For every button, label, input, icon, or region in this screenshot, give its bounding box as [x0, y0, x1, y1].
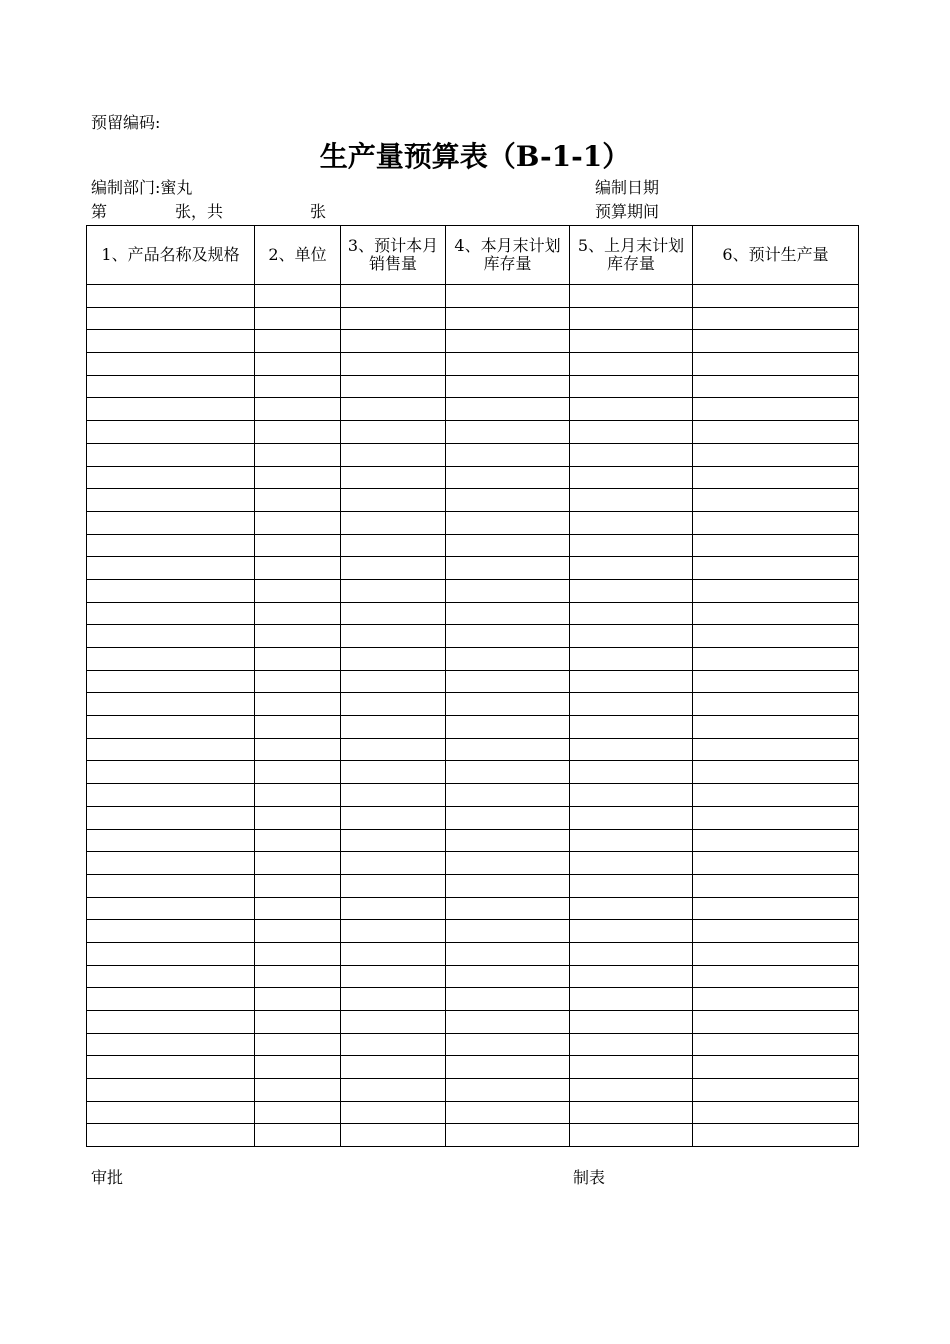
table-cell[interactable]	[446, 738, 570, 761]
table-row	[87, 375, 859, 398]
table-cell[interactable]	[255, 897, 341, 920]
table-cell[interactable]	[87, 920, 255, 943]
table-cell[interactable]	[570, 693, 693, 716]
table-cell[interactable]	[570, 330, 693, 353]
table-cell[interactable]	[693, 443, 859, 466]
table-cell[interactable]	[570, 1079, 693, 1102]
table-cell[interactable]	[255, 874, 341, 897]
table-row	[87, 466, 859, 489]
table-cell[interactable]	[446, 307, 570, 330]
table-cell[interactable]	[446, 330, 570, 353]
table-cell[interactable]	[341, 738, 446, 761]
table-cell[interactable]	[341, 897, 446, 920]
table-cell[interactable]	[446, 670, 570, 693]
table-cell[interactable]	[255, 375, 341, 398]
table-cell[interactable]	[446, 920, 570, 943]
table-cell[interactable]	[446, 1056, 570, 1079]
table-cell[interactable]	[570, 307, 693, 330]
table-cell[interactable]	[570, 375, 693, 398]
table-cell[interactable]	[570, 421, 693, 444]
table-cell[interactable]	[693, 330, 859, 353]
table-cell[interactable]	[341, 443, 446, 466]
table-cell[interactable]	[341, 648, 446, 671]
table-cell[interactable]	[570, 897, 693, 920]
table-row	[87, 443, 859, 466]
table-cell[interactable]	[87, 285, 255, 308]
table-row	[87, 625, 859, 648]
table-row	[87, 897, 859, 920]
table-cell[interactable]	[446, 353, 570, 376]
table-cell[interactable]	[255, 1101, 341, 1124]
table-row	[87, 874, 859, 897]
table-cell[interactable]	[341, 307, 446, 330]
table-cell[interactable]	[693, 806, 859, 829]
table-cell[interactable]	[341, 852, 446, 875]
table-row	[87, 716, 859, 739]
table-cell[interactable]	[570, 829, 693, 852]
table-cell[interactable]	[693, 965, 859, 988]
table-cell[interactable]	[446, 988, 570, 1011]
table-cell[interactable]	[446, 1011, 570, 1034]
table-cell[interactable]	[570, 625, 693, 648]
table-cell[interactable]	[87, 534, 255, 557]
table-cell[interactable]	[341, 534, 446, 557]
table-cell[interactable]	[570, 579, 693, 602]
table-cell[interactable]	[87, 1101, 255, 1124]
table-cell[interactable]	[87, 511, 255, 534]
table-cell[interactable]	[570, 466, 693, 489]
table-cell[interactable]	[341, 1011, 446, 1034]
table-row	[87, 353, 859, 376]
table-cell[interactable]	[87, 1033, 255, 1056]
table-row	[87, 489, 859, 512]
table-cell[interactable]	[87, 897, 255, 920]
table-cell[interactable]	[570, 852, 693, 875]
table-cell[interactable]	[341, 988, 446, 1011]
table-cell[interactable]	[693, 738, 859, 761]
table-cell[interactable]	[255, 670, 341, 693]
table-cell[interactable]	[693, 557, 859, 580]
table-cell[interactable]	[570, 1124, 693, 1147]
table-cell[interactable]	[341, 670, 446, 693]
table-cell[interactable]	[255, 398, 341, 421]
table-cell[interactable]	[255, 489, 341, 512]
table-cell[interactable]	[341, 353, 446, 376]
table-cell[interactable]	[255, 1011, 341, 1034]
table-cell[interactable]	[255, 602, 341, 625]
table-cell[interactable]	[341, 1033, 446, 1056]
table-cell[interactable]	[570, 511, 693, 534]
table-row	[87, 398, 859, 421]
table-cell[interactable]	[570, 534, 693, 557]
table-cell[interactable]	[570, 806, 693, 829]
table-row	[87, 852, 859, 875]
sheet-number-mid: 张，共	[175, 202, 224, 221]
table-row	[87, 307, 859, 330]
table-cell[interactable]	[446, 1079, 570, 1102]
table-row	[87, 648, 859, 671]
table-cell[interactable]	[255, 761, 341, 784]
table-cell[interactable]	[255, 942, 341, 965]
table-cell[interactable]	[87, 942, 255, 965]
table-cell[interactable]	[446, 1124, 570, 1147]
table-cell[interactable]	[341, 1101, 446, 1124]
table-cell[interactable]	[255, 852, 341, 875]
table-cell[interactable]	[87, 466, 255, 489]
table-cell[interactable]	[255, 1079, 341, 1102]
table-cell[interactable]	[87, 443, 255, 466]
table-cell[interactable]	[693, 1124, 859, 1147]
table-cell[interactable]	[341, 784, 446, 807]
table-cell[interactable]	[446, 421, 570, 444]
table-cell[interactable]	[255, 421, 341, 444]
table-cell[interactable]	[341, 330, 446, 353]
table-cell[interactable]	[87, 988, 255, 1011]
table-cell[interactable]	[693, 375, 859, 398]
table-cell[interactable]	[255, 1033, 341, 1056]
table-cell[interactable]	[570, 738, 693, 761]
reserved-code-label: 预留编码:	[91, 113, 161, 132]
sheet-number-prefix: 第	[91, 202, 108, 221]
table-cell[interactable]	[87, 1011, 255, 1034]
table-cell[interactable]	[446, 852, 570, 875]
table-cell[interactable]	[570, 1011, 693, 1034]
budget-table	[86, 225, 859, 1147]
table-cell[interactable]	[570, 443, 693, 466]
table-cell[interactable]	[255, 965, 341, 988]
table-cell[interactable]	[570, 965, 693, 988]
prepare-label: 制表	[573, 1168, 606, 1187]
table-cell[interactable]	[255, 1124, 341, 1147]
table-cell[interactable]	[255, 557, 341, 580]
table-cell[interactable]	[87, 784, 255, 807]
table-cell[interactable]	[87, 1124, 255, 1147]
budget-period-label: 预算期间	[595, 202, 660, 221]
table-cell[interactable]	[693, 897, 859, 920]
table-row	[87, 285, 859, 308]
table-cell[interactable]	[693, 625, 859, 648]
table-cell[interactable]	[87, 557, 255, 580]
table-row	[87, 330, 859, 353]
table-cell[interactable]	[341, 806, 446, 829]
table-row	[87, 670, 859, 693]
table-cell[interactable]	[693, 398, 859, 421]
table-cell[interactable]	[87, 806, 255, 829]
department-label: 编制部门:蜜丸	[91, 178, 193, 197]
table-cell[interactable]	[341, 693, 446, 716]
table-cell[interactable]	[446, 466, 570, 489]
table-cell[interactable]	[693, 1011, 859, 1034]
table-cell[interactable]	[255, 738, 341, 761]
table-cell[interactable]	[341, 421, 446, 444]
table-cell[interactable]	[255, 806, 341, 829]
table-cell[interactable]	[446, 716, 570, 739]
table-cell[interactable]	[341, 557, 446, 580]
table-cell[interactable]	[570, 988, 693, 1011]
table-cell[interactable]	[446, 285, 570, 308]
table-cell[interactable]	[341, 602, 446, 625]
table-cell[interactable]	[87, 874, 255, 897]
table-cell[interactable]	[693, 920, 859, 943]
table-cell[interactable]	[87, 330, 255, 353]
table-row	[87, 534, 859, 557]
table-cell[interactable]	[693, 1101, 859, 1124]
table-cell[interactable]	[570, 398, 693, 421]
table-cell[interactable]	[446, 897, 570, 920]
table-cell[interactable]	[341, 579, 446, 602]
table-cell[interactable]	[87, 307, 255, 330]
table-cell[interactable]	[255, 330, 341, 353]
table-row	[87, 965, 859, 988]
table-cell[interactable]	[446, 625, 570, 648]
table-cell[interactable]	[446, 693, 570, 716]
table-row	[87, 829, 859, 852]
table-cell[interactable]	[446, 579, 570, 602]
table-cell[interactable]	[446, 965, 570, 988]
table-cell[interactable]	[446, 806, 570, 829]
table-cell[interactable]	[446, 511, 570, 534]
table-cell[interactable]	[87, 1056, 255, 1079]
table-cell[interactable]	[570, 489, 693, 512]
table-cell[interactable]	[341, 874, 446, 897]
table-cell[interactable]	[87, 353, 255, 376]
table-cell[interactable]	[255, 648, 341, 671]
table-cell[interactable]	[255, 285, 341, 308]
table-cell[interactable]	[341, 942, 446, 965]
table-cell[interactable]	[341, 489, 446, 512]
table-cell[interactable]	[570, 1033, 693, 1056]
table-cell[interactable]	[341, 716, 446, 739]
table-cell[interactable]	[255, 534, 341, 557]
table-cell[interactable]	[693, 829, 859, 852]
table-row	[87, 920, 859, 943]
table-cell[interactable]	[570, 1101, 693, 1124]
table-cell[interactable]	[446, 602, 570, 625]
table-cell[interactable]	[341, 625, 446, 648]
table-cell[interactable]	[87, 421, 255, 444]
table-row	[87, 761, 859, 784]
table-cell[interactable]	[693, 1056, 859, 1079]
table-cell[interactable]	[693, 1079, 859, 1102]
column-header-expected-production: 6、预计生产量	[693, 226, 859, 285]
column-header-expected-sales: 3、预计本月销售量	[341, 226, 446, 285]
table-cell[interactable]	[446, 761, 570, 784]
table-cell[interactable]	[255, 307, 341, 330]
table-cell[interactable]	[446, 443, 570, 466]
table-cell[interactable]	[87, 829, 255, 852]
table-cell[interactable]	[87, 761, 255, 784]
table-cell[interactable]	[570, 602, 693, 625]
table-cell[interactable]	[87, 1079, 255, 1102]
table-cell[interactable]	[87, 398, 255, 421]
table-cell[interactable]	[446, 1033, 570, 1056]
table-cell[interactable]	[255, 443, 341, 466]
table-row	[87, 1056, 859, 1079]
page-title: 生产量预算表（B-1-1）	[319, 140, 631, 173]
table-row	[87, 806, 859, 829]
table-cell[interactable]	[87, 625, 255, 648]
table-cell[interactable]	[341, 511, 446, 534]
table-cell[interactable]	[87, 602, 255, 625]
table-cell[interactable]	[693, 285, 859, 308]
table-cell[interactable]	[693, 874, 859, 897]
table-cell[interactable]	[87, 670, 255, 693]
table-cell[interactable]	[693, 602, 859, 625]
table-cell[interactable]	[255, 920, 341, 943]
table-row	[87, 988, 859, 1011]
table-cell[interactable]	[693, 670, 859, 693]
table-cell[interactable]	[87, 648, 255, 671]
table-cell[interactable]	[693, 489, 859, 512]
table-cell[interactable]	[341, 398, 446, 421]
table-cell[interactable]	[446, 942, 570, 965]
table-cell[interactable]	[693, 852, 859, 875]
table-row	[87, 942, 859, 965]
table-cell[interactable]	[693, 988, 859, 1011]
table-cell[interactable]	[341, 1056, 446, 1079]
table-row	[87, 1079, 859, 1102]
table-row	[87, 557, 859, 580]
table-cell[interactable]	[341, 920, 446, 943]
table-cell[interactable]	[341, 1079, 446, 1102]
table-body	[87, 285, 859, 1147]
table-cell[interactable]	[87, 965, 255, 988]
table-cell[interactable]	[87, 489, 255, 512]
table-cell[interactable]	[693, 466, 859, 489]
table-cell[interactable]	[570, 285, 693, 308]
table-cell[interactable]	[570, 1056, 693, 1079]
table-cell[interactable]	[693, 353, 859, 376]
table-cell[interactable]	[87, 852, 255, 875]
table-cell[interactable]	[341, 761, 446, 784]
table-cell[interactable]	[693, 511, 859, 534]
table-cell[interactable]	[693, 1033, 859, 1056]
table-cell[interactable]	[87, 716, 255, 739]
table-cell[interactable]	[446, 489, 570, 512]
table-cell[interactable]	[255, 511, 341, 534]
table-cell[interactable]	[570, 716, 693, 739]
table-cell[interactable]	[446, 557, 570, 580]
table-row	[87, 1033, 859, 1056]
table-cell[interactable]	[255, 829, 341, 852]
column-header-end-inventory: 4、本月末计划库存量	[446, 226, 570, 285]
table-cell[interactable]	[446, 398, 570, 421]
table-row	[87, 602, 859, 625]
table-cell[interactable]	[255, 579, 341, 602]
table-cell[interactable]	[693, 693, 859, 716]
table-cell[interactable]	[87, 738, 255, 761]
table-row	[87, 784, 859, 807]
table-cell[interactable]	[570, 648, 693, 671]
table-row	[87, 1101, 859, 1124]
column-header-prior-inventory: 5、上月末计划库存量	[570, 226, 693, 285]
table-row	[87, 579, 859, 602]
table-row	[87, 1011, 859, 1034]
table-cell[interactable]	[255, 693, 341, 716]
table-cell[interactable]	[693, 716, 859, 739]
table-cell[interactable]	[341, 965, 446, 988]
table-cell[interactable]	[446, 534, 570, 557]
table-cell[interactable]	[570, 784, 693, 807]
table-cell[interactable]	[693, 942, 859, 965]
table-cell[interactable]	[87, 693, 255, 716]
table-cell[interactable]	[446, 648, 570, 671]
table-cell[interactable]	[341, 375, 446, 398]
column-header-product: 1、产品名称及规格	[87, 226, 255, 285]
table-cell[interactable]	[446, 829, 570, 852]
compile-date-label: 编制日期	[595, 178, 660, 197]
table-row	[87, 421, 859, 444]
table-cell[interactable]	[570, 670, 693, 693]
table-cell[interactable]	[693, 761, 859, 784]
approve-label: 审批	[91, 1168, 124, 1187]
table-cell[interactable]	[570, 761, 693, 784]
table-cell[interactable]	[255, 988, 341, 1011]
table-cell[interactable]	[446, 1101, 570, 1124]
table-cell[interactable]	[693, 534, 859, 557]
table-cell[interactable]	[693, 784, 859, 807]
table-cell[interactable]	[570, 942, 693, 965]
table-cell[interactable]	[87, 375, 255, 398]
table-cell[interactable]	[693, 579, 859, 602]
table-cell[interactable]	[570, 353, 693, 376]
table-cell[interactable]	[693, 307, 859, 330]
table-cell[interactable]	[87, 579, 255, 602]
table-cell[interactable]	[341, 466, 446, 489]
table-cell[interactable]	[255, 625, 341, 648]
table-cell[interactable]	[341, 829, 446, 852]
table-cell[interactable]	[341, 1124, 446, 1147]
table-cell[interactable]	[255, 353, 341, 376]
table-cell[interactable]	[255, 1056, 341, 1079]
table-cell[interactable]	[446, 375, 570, 398]
table-cell[interactable]	[255, 716, 341, 739]
table-cell[interactable]	[570, 920, 693, 943]
table-cell[interactable]	[570, 874, 693, 897]
table-row	[87, 511, 859, 534]
table-row	[87, 693, 859, 716]
table-row	[87, 1124, 859, 1147]
table-header-row	[87, 226, 859, 285]
table-cell[interactable]	[693, 648, 859, 671]
table-cell[interactable]	[341, 285, 446, 308]
table-cell[interactable]	[255, 466, 341, 489]
table-cell[interactable]	[693, 421, 859, 444]
sheet-number-suffix: 张	[310, 202, 327, 221]
table-cell[interactable]	[255, 784, 341, 807]
table-row	[87, 738, 859, 761]
table-cell[interactable]	[446, 874, 570, 897]
table-cell[interactable]	[446, 784, 570, 807]
column-header-unit: 2、单位	[255, 226, 341, 285]
table-cell[interactable]	[570, 557, 693, 580]
